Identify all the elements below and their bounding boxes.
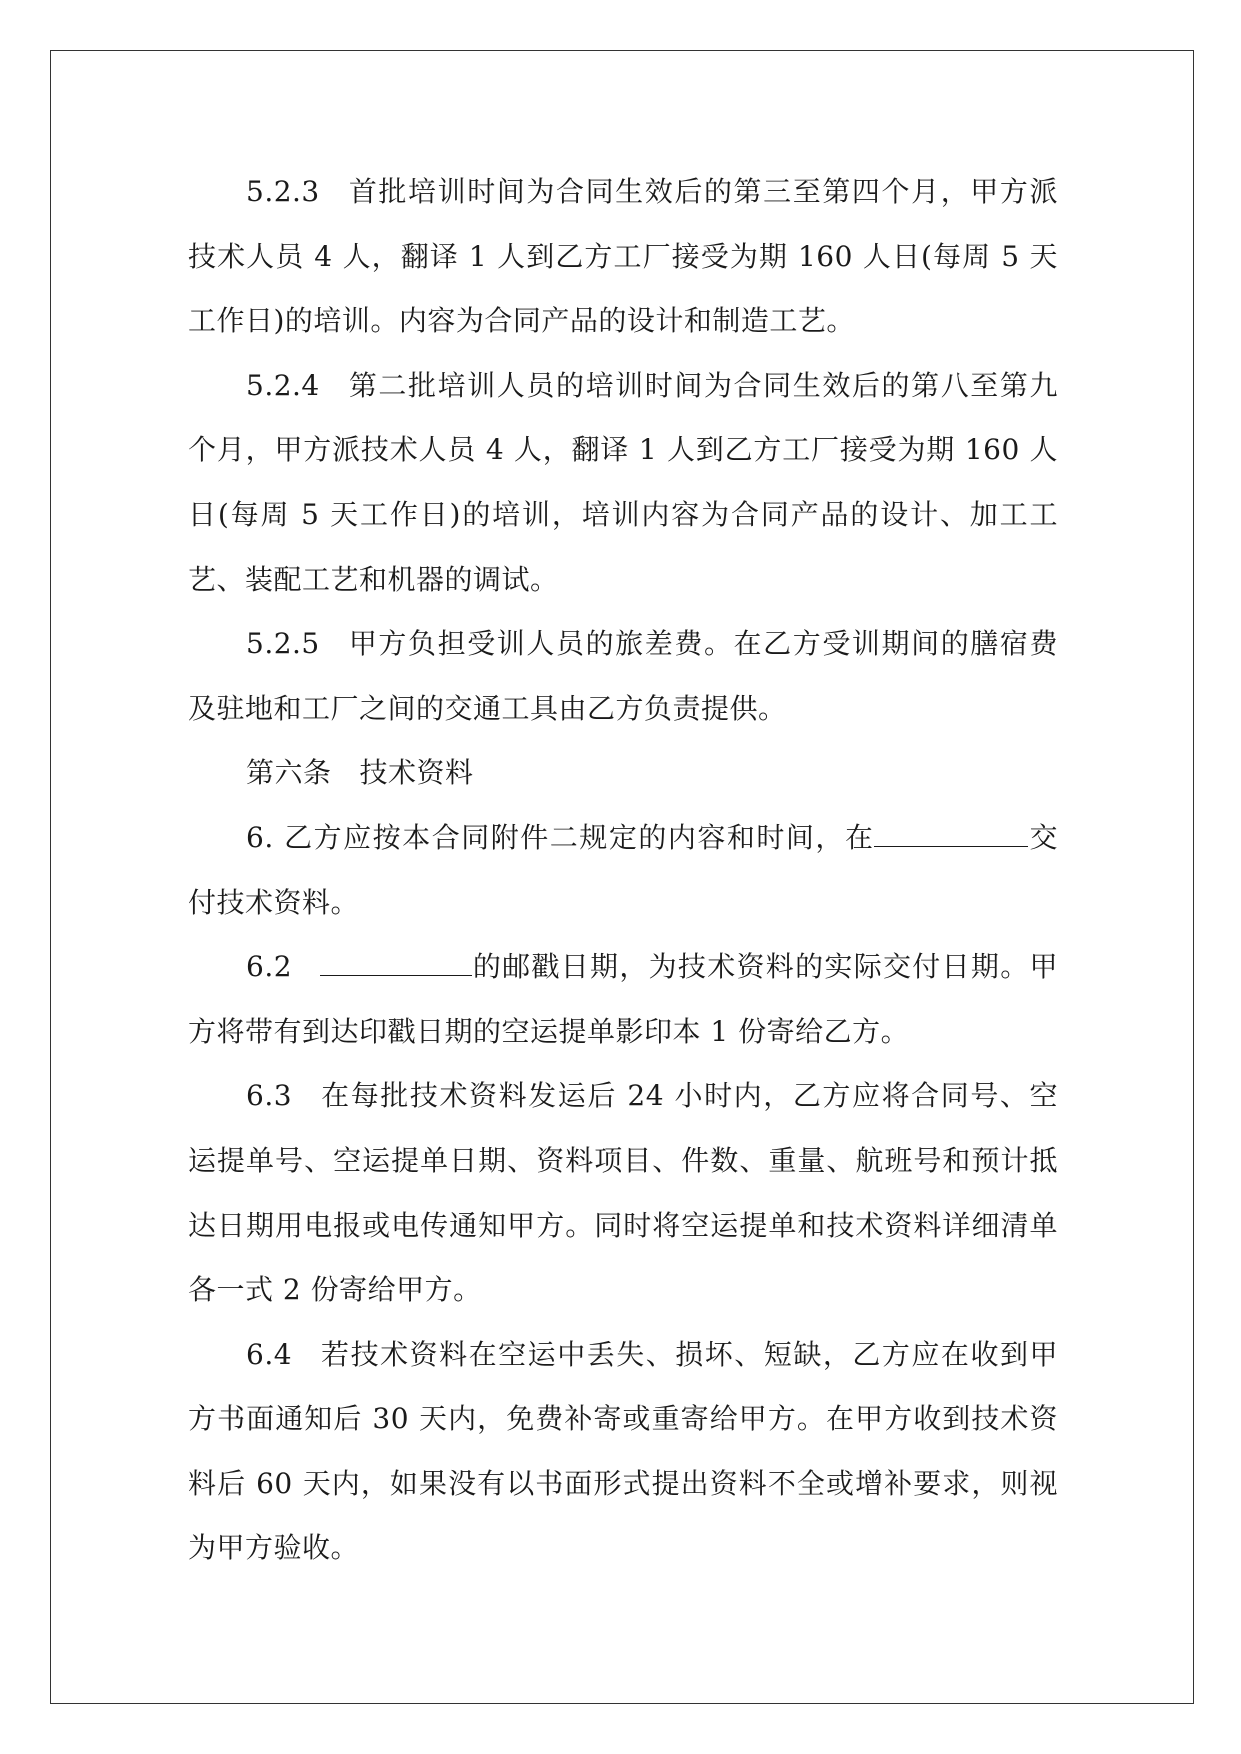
clause-number: 5.2.4 <box>246 368 320 402</box>
clause-6-2 <box>188 935 1058 1064</box>
clause-text: 的邮戳日期，为技术资料的实际交付日期。甲方将带有到达印戳日期的空运提单影印本 1 份寄给乙方。 <box>188 950 1058 1048</box>
clause-5-2-4 <box>188 354 1058 612</box>
clause-text: 第二批培训人员的培训时间为合同生效后的第八至第九个月，甲方派技术人员 4 人，翻译 1 人到乙方工厂接受为期 160 人日(每周 5 天工作日)的培训，培训内容为合同产品的设计、加工工艺、装配工艺和机器的调试。 <box>188 368 1058 596</box>
clause-text: 在每批技术资料发运后 24 小时内，乙方应将合同号、空运提单号、空运提单日期、资料项目、件数、重量、航班号和预计抵达日期用电报或电传通知甲方。同时将空运提单和技术资料详细清单各一式 2 份寄给甲方。 <box>188 1079 1058 1307</box>
clause-number: 6.2 <box>246 950 293 984</box>
clause-text: 首批培训时间为合同生效后的第三至第四个月，甲方派技术人员 4 人，翻译 1 人到乙方工厂接受为期 160 人日(每周 5 天工作日)的培训。内容为合同产品的设计和制造工艺。 <box>188 175 1058 338</box>
clause-text: 若技术资料在空运中丢失、损坏、短缺，乙方应在收到甲方书面通知后 30 天内，免费补寄或重寄给甲方。在甲方收到技术资料后 60 天内，如果没有以书面形式提出资料不全或增补要求，则视为甲方验收。 <box>188 1337 1058 1565</box>
article-title: 技术资料 <box>359 756 474 790</box>
clause-number: 5.2.5 <box>246 627 320 661</box>
article-number: 第六条 <box>246 756 332 790</box>
clause-text: 6. 乙方应按本合同附件二规定的内容和时间，在 <box>246 820 875 854</box>
clause-6-4 <box>188 1323 1058 1581</box>
fill-in-blank <box>874 820 1028 847</box>
clause-5-2-3 <box>188 160 1058 354</box>
clause-6-1 <box>188 806 1058 935</box>
clause-number: 6.3 <box>246 1079 293 1113</box>
article-6-heading <box>188 741 1058 806</box>
clause-number: 5.2.3 <box>246 175 320 208</box>
clause-text: 甲方负担受训人员的旅差费。在乙方受训期间的膳宿费及驻地和工厂之间的交通工具由乙方负责提供。 <box>188 627 1058 725</box>
clause-5-2-5 <box>188 612 1058 741</box>
clause-text: 交付技术资料。 <box>188 820 1058 919</box>
fill-in-blank <box>320 949 472 976</box>
clause-number: 6.4 <box>246 1337 293 1371</box>
clause-6-3 <box>188 1064 1058 1322</box>
document-body <box>188 160 1058 1581</box>
